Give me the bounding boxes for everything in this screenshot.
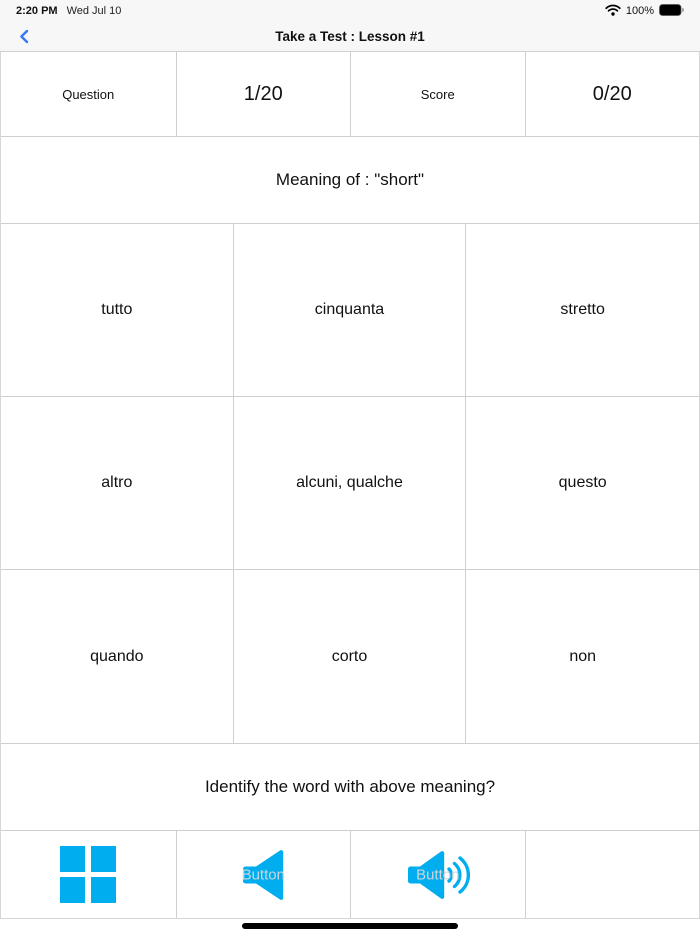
question-row: [1, 137, 699, 224]
battery-percent: 100%: [625, 5, 654, 17]
speaker-icon: [239, 848, 287, 902]
footer: [0, 919, 700, 934]
home-indicator[interactable]: [242, 923, 458, 929]
score-label-cell: [350, 52, 525, 136]
battery-icon: [659, 4, 684, 19]
stats-row: [1, 52, 699, 137]
question-text: Meaning of : "short": [275, 170, 425, 189]
wifi-icon: [605, 4, 621, 19]
score-value: 0/20: [592, 82, 632, 105]
option-cell[interactable]: corto: [234, 570, 467, 743]
clock: 2:20 PM: [16, 5, 58, 17]
empty-toolbar-cell: [525, 831, 700, 918]
option-cell[interactable]: alcuni, qualche: [234, 397, 467, 570]
status-bar: [0, 0, 700, 22]
score-value-cell: [525, 52, 700, 136]
prompt-row: [1, 744, 699, 831]
prompt-text: Identify the word with above meaning?: [204, 777, 496, 796]
option-cell[interactable]: stretto: [466, 224, 699, 397]
date: Wed Jul 10: [66, 5, 122, 17]
options-grid: [1, 224, 699, 744]
option-cell[interactable]: altro: [1, 397, 234, 570]
bottom-toolbar: [1, 831, 699, 919]
quiz-table: [0, 52, 700, 919]
option-cell[interactable]: cinquanta: [234, 224, 467, 397]
grid-answers-button[interactable]: [1, 831, 176, 918]
grid-icon: [59, 845, 117, 904]
question-label-cell: [1, 52, 176, 136]
hidden-button-label: Button: [241, 866, 285, 883]
option-cell[interactable]: quando: [1, 570, 234, 743]
option-cell[interactable]: non: [466, 570, 699, 743]
question-counter: 1/20: [243, 82, 283, 105]
back-chevron-icon: [19, 29, 29, 44]
option-cell[interactable]: tutto: [1, 224, 234, 397]
hidden-button-label: Button: [416, 866, 460, 883]
status-left: [16, 5, 121, 17]
nav-bar: [0, 22, 700, 52]
play-audio-button[interactable]: [176, 831, 351, 918]
play-audio-loud-button[interactable]: [350, 831, 525, 918]
score-label: Score: [420, 86, 455, 102]
question-counter-cell: [176, 52, 351, 136]
page-title: Take a Test : Lesson #1: [275, 29, 425, 44]
back-button[interactable]: [14, 26, 34, 46]
question-label: Question: [62, 86, 115, 102]
status-right: [605, 4, 684, 19]
top-bars: [0, 0, 700, 52]
option-cell[interactable]: questo: [466, 397, 699, 570]
speaker-waves-icon: [406, 847, 470, 903]
